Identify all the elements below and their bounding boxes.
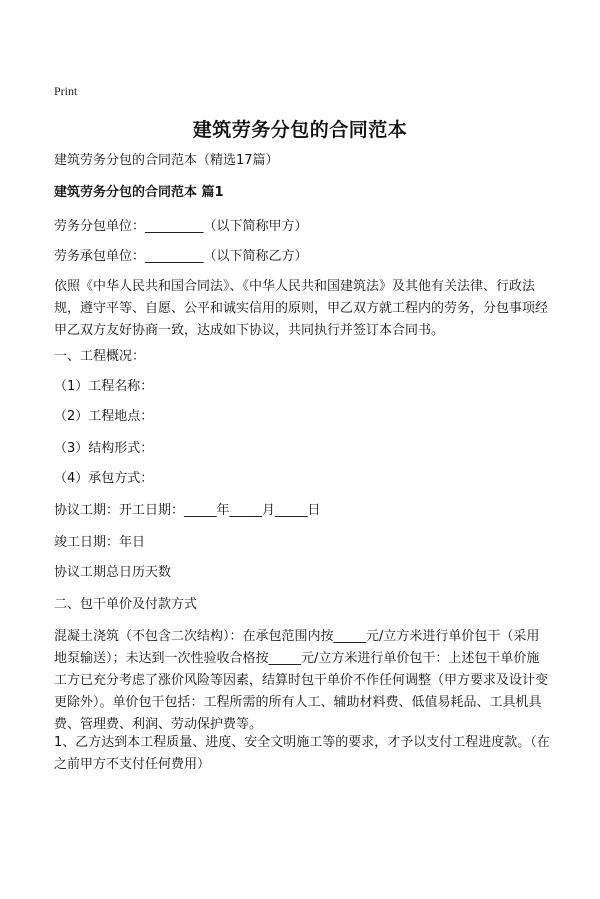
payment-clause-1: 1、乙方达到本工程质量、进度、安全文明施工等的要求，才予以支付工程进度款。（在之前甲方不支付任何费用） xyxy=(54,735,550,772)
party-a-line: 劳务分包单位：_________（以下简称甲方） xyxy=(54,219,308,234)
completion-date-line: 竣工日期：年日 xyxy=(54,535,146,550)
section-2-heading: 二、包干单价及付款方式 xyxy=(54,597,198,612)
total-days-line: 协议工期总日历天数 xyxy=(54,565,172,580)
document-subtitle: 建筑劳务分包的合同范本（精选17篇） xyxy=(54,153,279,168)
print-label: Print xyxy=(54,84,78,98)
item-structure-type: （3）结构形式： xyxy=(54,441,154,456)
item-project-name: （1）工程名称： xyxy=(54,379,154,394)
start-date-line: 协议工期：开工日期：_____年_____月_____日 xyxy=(54,503,321,518)
section-1-heading: 一、工程概况： xyxy=(54,349,146,364)
section-heading: 建筑劳务分包的合同范本 篇1 xyxy=(54,185,224,200)
page-title: 建筑劳务分包的合同范本 xyxy=(192,119,408,141)
item-contract-method: （4）承包方式： xyxy=(54,471,154,486)
concrete-pricing-paragraph: 混凝土浇筑（不包含二次结构）：在承包范围内按_____元/立方米进行单价包干（采用地泵输送）；未达到一次性验收合格按_____元/立方米进行单价包干：上述包干单价施工方已充分考虑了涨价风险等因素，结算时包干单价不作任何调整（甲方要求及设计变更除外）。单价包干包括：工程所需的所有人工、辅助材料费、低值易耗品、工具机具费、管理费、利润、劳动保护费等。 xyxy=(54,629,549,732)
intro-paragraph: 依照《中华人民共和国合同法》、《中华人民共和国建筑法》及其他有关法律、行政法规，遵守平等、自愿、公平和诚实信用的原则，甲乙双方就工程内的劳务，分包事项经甲乙双方友好协商一致，达成如下协议，共同执行并签订本合同书。 xyxy=(54,279,549,338)
item-project-location: （2）工程地点： xyxy=(54,409,154,424)
party-b-line: 劳务承包单位：_________（以下简称乙方） xyxy=(54,249,308,264)
